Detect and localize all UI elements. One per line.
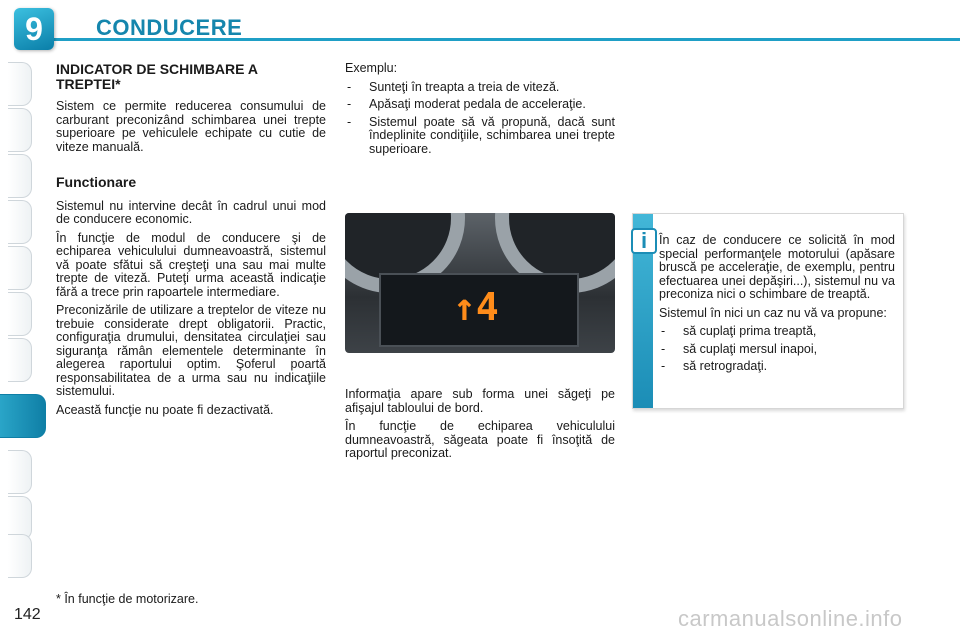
info-box	[632, 213, 904, 409]
example-list	[345, 81, 615, 157]
list-item: - să cuplaţi prima treaptă,	[659, 325, 895, 339]
chapter-tab[interactable]	[8, 338, 32, 382]
info-list	[659, 325, 895, 374]
paragraph: Preconizările de utilizare a treptelor de viteze nu trebuie considerate drept obligatorii. Practic, configuraţia drumului, densitatea circulaţiei sau siguranţa rămân elementele determinante în alegerea raportului optim. Şoferul poartă responsabilitatea de a urma sau nu indicaţiile sistemului.	[56, 303, 326, 398]
paragraph: În funcţie de modul de conducere şi de echiparea vehiculului dumneavoastră, sistemul vă poate sfătui să creşteţi una sau mai multe trepte de viteză. Puteţi urma această indicaţie fără a trece prin rapoartele intermediare.	[56, 230, 326, 299]
list-item: - Apăsaţi moderat pedala de acceleraţie.	[345, 98, 615, 112]
info-icon: i	[631, 228, 657, 254]
watermark: carmanualsonline.info	[678, 606, 903, 631]
instrument-display	[379, 273, 579, 347]
chapter-tab[interactable]	[8, 450, 32, 494]
chapter-tab[interactable]	[8, 154, 32, 198]
list-item: - Sunteţi în treapta a treia de viteză.	[345, 81, 615, 95]
list-item: - să cuplaţi mersul inapoi,	[659, 343, 895, 357]
list-item: - să retrogradaţi.	[659, 360, 895, 374]
info-paragraph: Sistemul în nici un caz nu vă va propune:	[659, 305, 887, 320]
list-item: - Sistemul poate să vă propună, dacă sunt îndeplinite condiţiile, schimbarea unei trepte superioare.	[345, 116, 615, 157]
chapter-number-badge: 9	[14, 8, 54, 50]
dashboard-illustration	[345, 213, 615, 353]
info-body	[659, 234, 895, 378]
chapter-tab[interactable]	[8, 108, 32, 152]
caption-block	[345, 388, 615, 466]
subsection-heading: Functionare	[56, 174, 137, 190]
intro-paragraph: Sistem ce permite reducerea consumului de carburant preconizând schimbarea unei trepte superioare pe vehiculele echipate cu cutie de viteze manuală.	[56, 99, 326, 154]
example-block	[345, 62, 615, 160]
footnote: * În funcţie de motorizare.	[56, 592, 199, 606]
info-paragraph: În caz de conducere ce solicită în mod special performanţele motorului (apăsare bruscă pe acceleraţie, de exemplu, pentru efectuarea unei depăşiri...), sistemul nu va preconiza nici o schimbare de treaptă.	[659, 233, 895, 301]
chapter-tab[interactable]	[8, 62, 32, 106]
page-title: CONDUCERE	[96, 15, 243, 40]
paragraph: Această funcţie nu poate fi dezactivată.	[56, 402, 274, 417]
left-column	[56, 62, 326, 422]
example-label: Exemplu:	[345, 61, 398, 75]
page-number: 142	[14, 606, 41, 623]
chapter-tab-active[interactable]	[0, 394, 46, 438]
gear-shift-arrow-icon: ↑4	[453, 285, 499, 329]
paragraph: În funcţie de echiparea vehiculului dumneavoastră, săgeata poate fi însoţită de raportul preconizat.	[345, 419, 615, 460]
chapter-tab[interactable]	[8, 534, 32, 578]
chapter-tab[interactable]	[8, 200, 32, 244]
paragraph: Informaţia apare sub forma unei săgeţi pe afişajul tabloului de bord.	[345, 387, 615, 415]
section-heading: INDICATOR DE SCHIMBARE A TREPTEI*	[56, 61, 258, 92]
paragraph: Sistemul nu intervine decât în cadrul unui mod de conducere economic.	[56, 198, 326, 226]
chapter-tab[interactable]	[8, 292, 32, 336]
chapter-tab[interactable]	[8, 246, 32, 290]
chapter-tabs	[0, 60, 34, 580]
